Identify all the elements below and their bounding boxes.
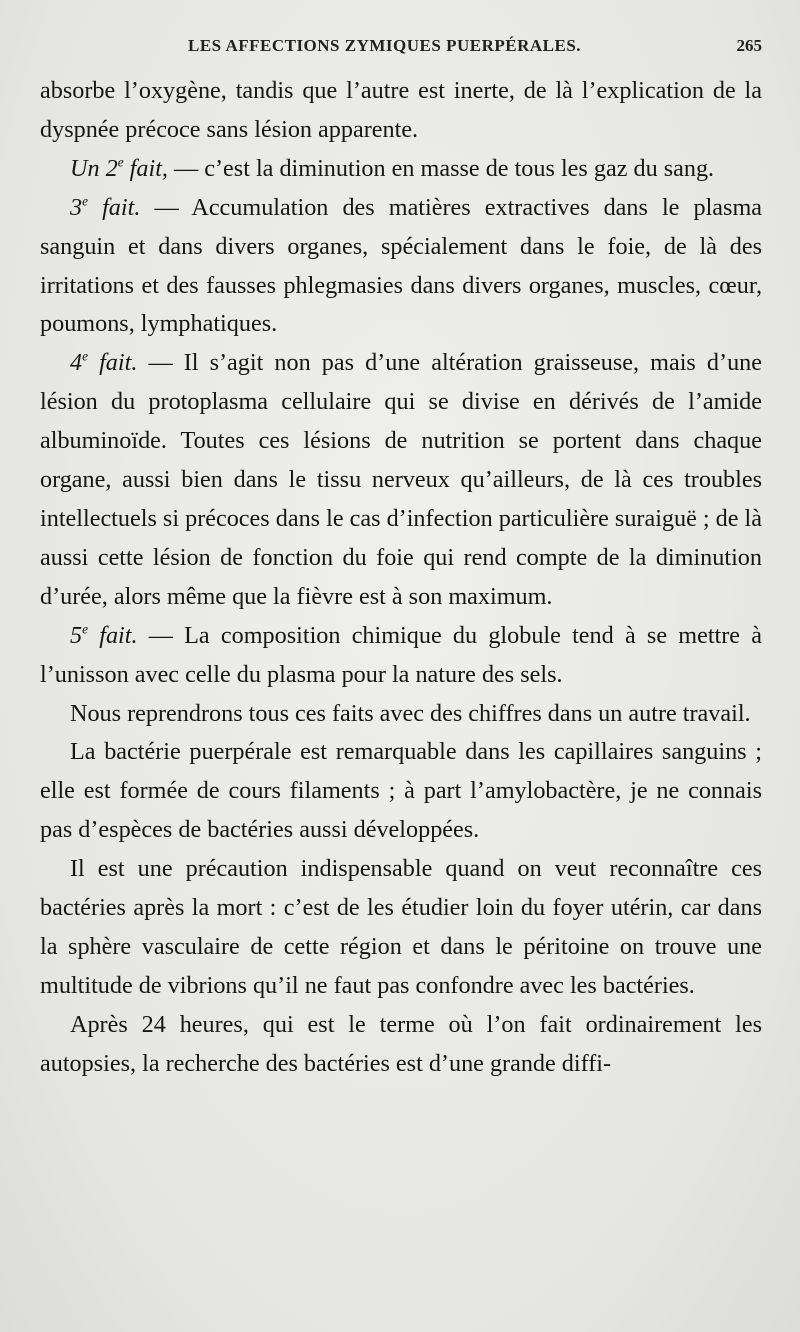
paragraph-text: — La composition chimique du globule tend à se mettre à l’unisson avec celle du plasma pour la nature des sels. [40, 621, 762, 688]
page-number: 265 [736, 36, 762, 55]
paragraph-text: Nous reprendrons tous ces faits avec des chiffres dans un autre travail. [70, 699, 751, 727]
paragraph-4 [40, 344, 762, 616]
paragraph-text: — Accumulation des matières extractives dans le plasma sanguin et dans divers organes, spécialement dans le foie, de là des irritations et des fausses phlegmasies dans divers organes, muscles, cœur, poumons, lymphatiques. [40, 193, 762, 338]
paragraph-text: — c’est la diminution en masse de tous les gaz du sang. [167, 154, 715, 182]
running-title: LES AFFECTIONS ZYMIQUES PUERPÉRALES. [188, 36, 582, 55]
page-body [40, 72, 762, 1084]
paragraph-6 [40, 695, 762, 734]
page-header [40, 36, 762, 60]
paragraph-2 [40, 150, 762, 189]
paragraph-5 [40, 617, 762, 695]
paragraph-text: Après 24 heures, qui est le terme où l’on fait ordinairement les autopsies, la recherche des bactéries est d’une grande diffi- [40, 1010, 762, 1077]
paragraph-3 [40, 189, 762, 345]
paragraph-text: La bactérie puerpérale est remarquable dans les capillaires sanguins ; elle est formée de cours filaments ; à part l’amylobactère, je ne connais pas d’espèces de bactéries aussi développées. [40, 738, 762, 844]
fact-label: 4e fait. [70, 349, 138, 377]
fact-label: 3e fait. [70, 193, 141, 221]
paragraph-text: absorbe l’oxygène, tandis que l’autre est inerte, de là l’explication de la dyspnée précoce sans lésion apparente. [40, 77, 762, 143]
fact-label: Un 2e fait, [70, 154, 168, 182]
paragraph-8 [40, 850, 762, 1006]
paragraph-7 [40, 733, 762, 850]
paragraph-9 [40, 1006, 762, 1084]
paragraph-text: — Il s’agit non pas d’une altération graisseuse, mais d’une lésion du protoplasma cellulaire qui se divise en dérivés de l’amide albuminoïde. Toutes ces lésions de nutrition se portent dans chaque organe, aussi bien dans le tissu nerveux qu’ailleurs, de là ces troubles intellectuels si précoces dans le cas d’infection particulière suraiguë ; de là aussi cette lésion de fonction du foie qui rend compte de la diminution d’urée, alors même que la fièvre est à son maximum. [40, 349, 762, 610]
paragraph-1 [40, 72, 762, 150]
fact-label: 5e fait. [70, 621, 138, 649]
paragraph-text: Il est une précaution indispensable quand on veut reconnaître ces bactéries après la mort : c’est de les étudier loin du foyer utérin, car dans la sphère vasculaire de cette région et dans le péritoine on trouve une multitude de vibrions qu’il ne faut pas confondre avec les bactéries. [40, 855, 762, 999]
